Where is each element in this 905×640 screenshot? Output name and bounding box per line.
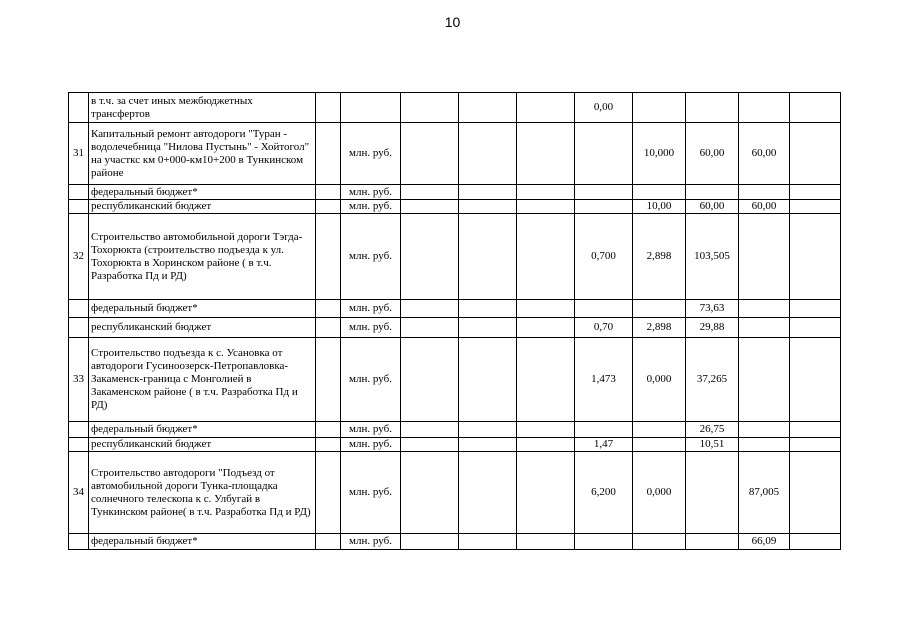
value-cell bbox=[739, 338, 790, 422]
value-cell bbox=[575, 422, 633, 438]
value-cell: 29,88 bbox=[686, 318, 739, 338]
value-cell bbox=[459, 300, 517, 318]
row-unit: млн. руб. bbox=[341, 185, 401, 200]
table-row bbox=[69, 318, 841, 338]
row-number bbox=[69, 300, 89, 318]
empty-cell bbox=[316, 422, 341, 438]
value-cell bbox=[459, 185, 517, 200]
value-cell bbox=[517, 300, 575, 318]
value-cell: 37,265 bbox=[686, 338, 739, 422]
value-cell bbox=[790, 422, 841, 438]
value-cell bbox=[459, 93, 517, 123]
row-number: 34 bbox=[69, 452, 89, 534]
value-cell: 10,51 bbox=[686, 438, 739, 452]
row-unit: млн. руб. bbox=[341, 318, 401, 338]
value-cell: 60,00 bbox=[686, 200, 739, 214]
row-name: в т.ч. за счет иных межбюджетных трансфертов bbox=[89, 93, 316, 123]
table-row bbox=[69, 338, 841, 422]
row-unit: млн. руб. bbox=[341, 422, 401, 438]
value-cell bbox=[739, 300, 790, 318]
value-cell bbox=[790, 200, 841, 214]
row-name: республиканский бюджет bbox=[89, 200, 316, 214]
row-name: Капитальный ремонт автодороги "Туран - водолечебница "Нилова Пустынь" - Хойтогол" на участкс км 0+000-км10+200 в Тункинском районе bbox=[89, 123, 316, 185]
value-cell: 10,00 bbox=[633, 200, 686, 214]
value-cell bbox=[517, 200, 575, 214]
value-cell bbox=[739, 185, 790, 200]
value-cell: 103,505 bbox=[686, 214, 739, 300]
value-cell bbox=[686, 452, 739, 534]
table-row bbox=[69, 185, 841, 200]
value-cell: 1,47 bbox=[575, 438, 633, 452]
row-number: 33 bbox=[69, 338, 89, 422]
value-cell bbox=[790, 534, 841, 550]
value-cell bbox=[401, 534, 459, 550]
value-cell: 0,00 bbox=[575, 93, 633, 123]
value-cell bbox=[517, 214, 575, 300]
row-unit: млн. руб. bbox=[341, 438, 401, 452]
value-cell bbox=[575, 300, 633, 318]
row-name: Строительство автомобильной дороги Тэгда-Тохорюкта (строительство подъезда к ул. Тохорюкта в Хоринском районе ( в т.ч. Разработка Пд и РД) bbox=[89, 214, 316, 300]
row-unit: млн. руб. bbox=[341, 534, 401, 550]
value-cell bbox=[517, 452, 575, 534]
value-cell: 2,898 bbox=[633, 214, 686, 300]
table-row bbox=[69, 438, 841, 452]
value-cell: 0,70 bbox=[575, 318, 633, 338]
value-cell bbox=[575, 200, 633, 214]
value-cell bbox=[401, 214, 459, 300]
value-cell bbox=[517, 123, 575, 185]
value-cell: 87,005 bbox=[739, 452, 790, 534]
value-cell bbox=[459, 200, 517, 214]
row-name: федеральный бюджет* bbox=[89, 300, 316, 318]
value-cell bbox=[739, 422, 790, 438]
value-cell bbox=[633, 422, 686, 438]
row-name: федеральный бюджет* bbox=[89, 422, 316, 438]
value-cell bbox=[633, 185, 686, 200]
table-row bbox=[69, 200, 841, 214]
value-cell bbox=[790, 93, 841, 123]
value-cell bbox=[575, 534, 633, 550]
row-unit: млн. руб. bbox=[341, 338, 401, 422]
row-number bbox=[69, 200, 89, 214]
value-cell bbox=[686, 93, 739, 123]
value-cell: 60,00 bbox=[739, 123, 790, 185]
value-cell: 26,75 bbox=[686, 422, 739, 438]
budget-table bbox=[68, 92, 841, 550]
table-row bbox=[69, 214, 841, 300]
value-cell: 10,000 bbox=[633, 123, 686, 185]
table-row bbox=[69, 300, 841, 318]
value-cell bbox=[686, 534, 739, 550]
value-cell: 6,200 bbox=[575, 452, 633, 534]
value-cell bbox=[575, 123, 633, 185]
row-number: 32 bbox=[69, 214, 89, 300]
value-cell bbox=[459, 438, 517, 452]
value-cell: 60,00 bbox=[739, 200, 790, 214]
table-row bbox=[69, 534, 841, 550]
value-cell bbox=[401, 300, 459, 318]
row-unit: млн. руб. bbox=[341, 123, 401, 185]
row-number: 31 bbox=[69, 123, 89, 185]
value-cell: 0,700 bbox=[575, 214, 633, 300]
value-cell bbox=[517, 185, 575, 200]
value-cell bbox=[401, 93, 459, 123]
value-cell bbox=[401, 452, 459, 534]
empty-cell bbox=[316, 123, 341, 185]
empty-cell bbox=[316, 452, 341, 534]
value-cell bbox=[633, 438, 686, 452]
empty-cell bbox=[316, 534, 341, 550]
value-cell bbox=[401, 318, 459, 338]
value-cell: 73,63 bbox=[686, 300, 739, 318]
value-cell bbox=[401, 438, 459, 452]
row-name: федеральный бюджет* bbox=[89, 185, 316, 200]
empty-cell bbox=[316, 438, 341, 452]
table-row bbox=[69, 422, 841, 438]
value-cell bbox=[517, 338, 575, 422]
empty-cell bbox=[316, 200, 341, 214]
row-name: республиканский бюджет bbox=[89, 318, 316, 338]
value-cell bbox=[459, 534, 517, 550]
row-number bbox=[69, 185, 89, 200]
row-name: федеральный бюджет* bbox=[89, 534, 316, 550]
row-number bbox=[69, 422, 89, 438]
value-cell bbox=[401, 185, 459, 200]
value-cell bbox=[790, 214, 841, 300]
value-cell bbox=[790, 338, 841, 422]
value-cell bbox=[401, 338, 459, 422]
empty-cell bbox=[316, 214, 341, 300]
empty-cell bbox=[316, 93, 341, 123]
row-number bbox=[69, 93, 89, 123]
value-cell bbox=[739, 438, 790, 452]
value-cell: 0,000 bbox=[633, 452, 686, 534]
value-cell bbox=[459, 214, 517, 300]
value-cell bbox=[739, 214, 790, 300]
value-cell: 1,473 bbox=[575, 338, 633, 422]
value-cell: 0,000 bbox=[633, 338, 686, 422]
value-cell bbox=[401, 200, 459, 214]
value-cell bbox=[633, 534, 686, 550]
value-cell bbox=[459, 452, 517, 534]
value-cell bbox=[739, 93, 790, 123]
value-cell bbox=[686, 185, 739, 200]
value-cell bbox=[633, 93, 686, 123]
value-cell bbox=[401, 422, 459, 438]
row-number bbox=[69, 318, 89, 338]
value-cell bbox=[517, 534, 575, 550]
value-cell bbox=[575, 185, 633, 200]
empty-cell bbox=[316, 300, 341, 318]
table-row bbox=[69, 93, 841, 123]
row-unit: млн. руб. bbox=[341, 300, 401, 318]
row-name: республиканский бюджет bbox=[89, 438, 316, 452]
value-cell bbox=[517, 93, 575, 123]
row-unit bbox=[341, 93, 401, 123]
value-cell bbox=[459, 123, 517, 185]
row-number bbox=[69, 534, 89, 550]
value-cell bbox=[790, 318, 841, 338]
table-row bbox=[69, 123, 841, 185]
row-number bbox=[69, 438, 89, 452]
value-cell bbox=[790, 123, 841, 185]
row-unit: млн. руб. bbox=[341, 200, 401, 214]
value-cell bbox=[790, 300, 841, 318]
table-row bbox=[69, 452, 841, 534]
value-cell bbox=[739, 318, 790, 338]
value-cell bbox=[517, 422, 575, 438]
value-cell bbox=[633, 300, 686, 318]
value-cell bbox=[401, 123, 459, 185]
row-unit: млн. руб. bbox=[341, 214, 401, 300]
value-cell bbox=[790, 185, 841, 200]
page-number: 10 bbox=[444, 14, 461, 30]
empty-cell bbox=[316, 185, 341, 200]
value-cell bbox=[459, 338, 517, 422]
row-unit: млн. руб. bbox=[341, 452, 401, 534]
value-cell bbox=[790, 438, 841, 452]
value-cell bbox=[517, 318, 575, 338]
row-name: Строительство подъезда к с. Усановка от автодороги Гусиноозерск-Петропавловка-Закаменск-граница с Монголией в Закаменском районе ( в т.ч. Разработка Пд и РД) bbox=[89, 338, 316, 422]
value-cell: 2,898 bbox=[633, 318, 686, 338]
value-cell bbox=[459, 422, 517, 438]
value-cell: 66,09 bbox=[739, 534, 790, 550]
empty-cell bbox=[316, 318, 341, 338]
value-cell bbox=[790, 452, 841, 534]
empty-cell bbox=[316, 338, 341, 422]
value-cell: 60,00 bbox=[686, 123, 739, 185]
value-cell bbox=[459, 318, 517, 338]
row-name: Строительство автодороги "Подъезд от автомобильной дороги Тунка-площадка солнечного телескопа к с. Улбугай в Тункинском районе( в т.ч. Разработка Пд и РД) bbox=[89, 452, 316, 534]
value-cell bbox=[517, 438, 575, 452]
